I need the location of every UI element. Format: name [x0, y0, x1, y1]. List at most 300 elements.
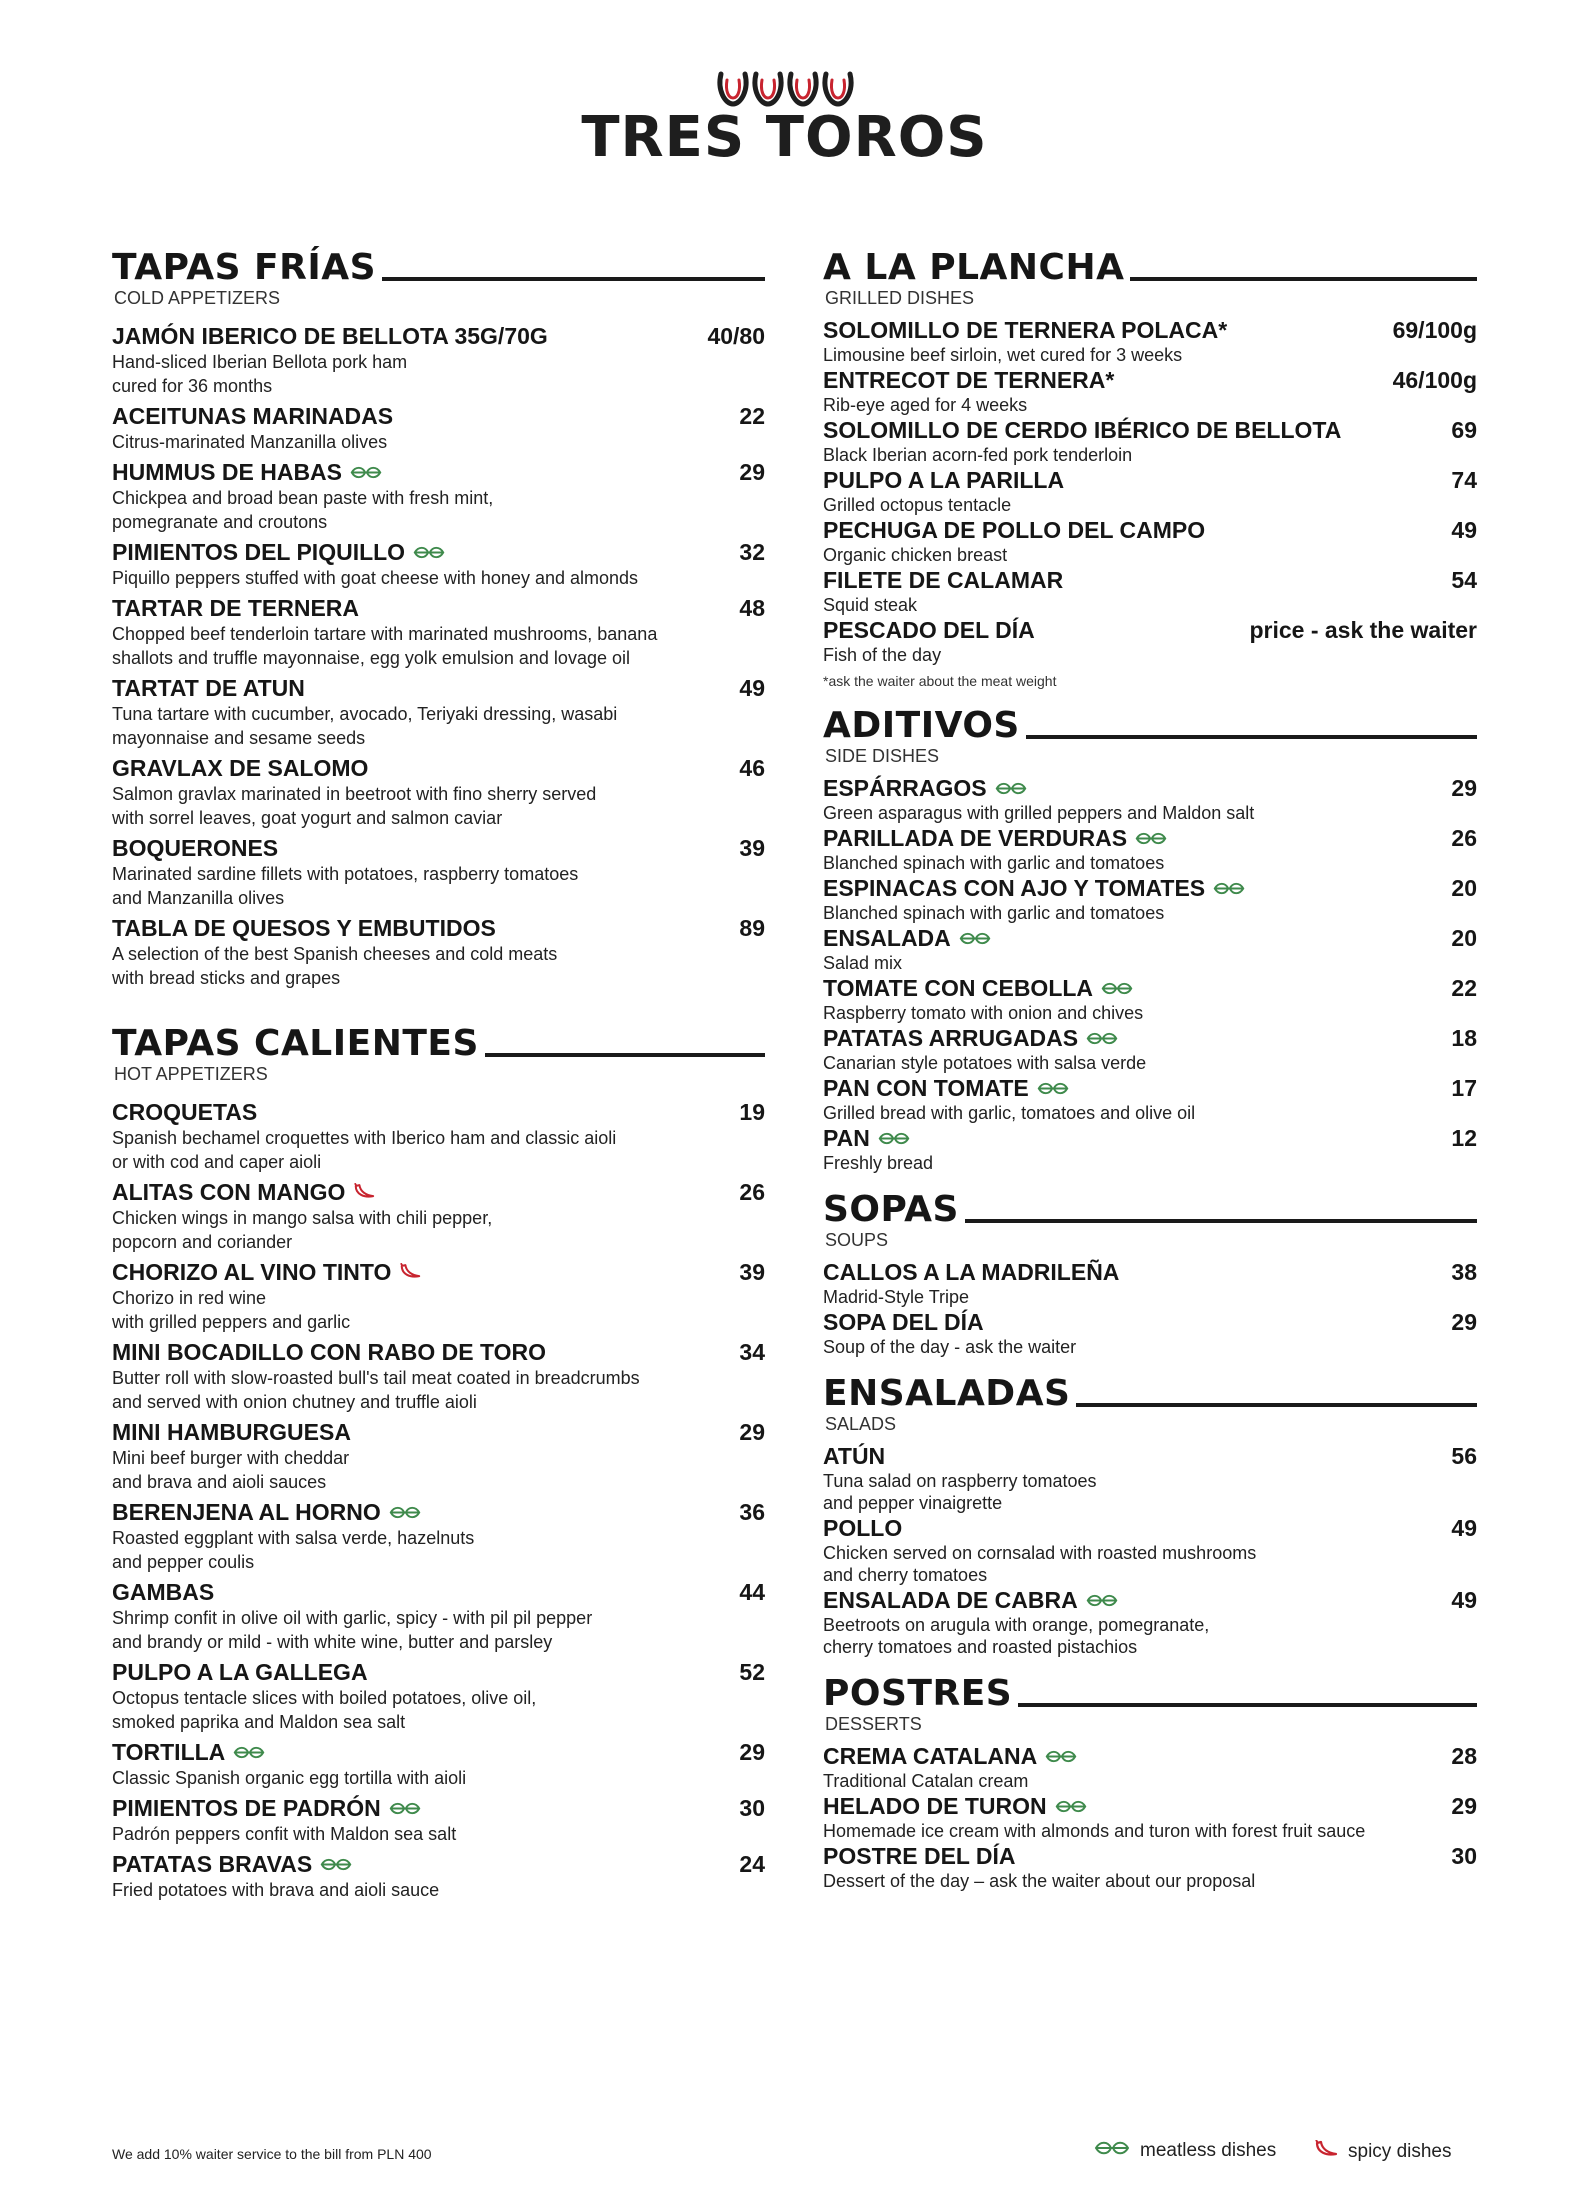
menu-item-price: 17 [1451, 1075, 1477, 1101]
section-title: TAPAS CALIENTES [112, 1023, 479, 1064]
menu-item-name [112, 754, 368, 782]
menu-item-description: Hand-sliced Iberian Bellota pork ham [112, 352, 408, 372]
menu-item-header [823, 1124, 1477, 1152]
menu-item-price: 38 [1451, 1259, 1477, 1285]
menu-item-name-text: PIMIENTOS DEL PIQUILLO [112, 539, 406, 565]
menu-item-name [112, 1338, 546, 1366]
menu-item-name [823, 1074, 1069, 1102]
menu-item-description: Grilled bread with garlic, tomatoes and olive oil [823, 1103, 1196, 1123]
menu-item-price: 29 [739, 1419, 765, 1445]
menu-item-description: and pepper coulis [112, 1552, 255, 1572]
menu-item-description: Madrid-Style Tripe [823, 1287, 970, 1307]
menu-item-price: 20 [1451, 925, 1477, 951]
section-subtitle: SALADS [825, 1414, 897, 1434]
section-title: POSTRES [823, 1673, 1013, 1714]
menu-item-name-text: TOMATE CON CEBOLLA [823, 975, 1094, 1001]
menu-item [823, 1258, 1477, 1308]
menu-item-name-text: FILETE DE CALAMAR [823, 567, 1064, 593]
menu-item [823, 1842, 1477, 1892]
menu-item-name [823, 774, 1027, 802]
legend-spicy [1314, 2140, 1452, 2164]
menu-item-price: 69/100g [1392, 317, 1477, 343]
menu-item-name [112, 1178, 375, 1206]
chili-icon [353, 1178, 375, 1206]
leaf-icon [1094, 2140, 1130, 2162]
menu-item-name-text: CROQUETAS [112, 1099, 258, 1125]
menu-item-description: and brava and aioli sauces [112, 1472, 327, 1492]
menu-item-header [112, 1498, 765, 1526]
menu-item [823, 874, 1477, 924]
menu-item-header [112, 1578, 765, 1606]
menu-item-header [112, 754, 765, 782]
menu-item-name-text: PULPO A LA PARILLA [823, 467, 1065, 493]
leaf-icon [350, 458, 382, 486]
menu-item-name-text: CHORIZO AL VINO TINTO [112, 1259, 392, 1285]
menu-item-header [823, 1742, 1477, 1770]
menu-item-price: 29 [1451, 1309, 1477, 1335]
section-title: SOPAS [823, 1189, 959, 1230]
menu-item-price: 26 [1451, 825, 1477, 851]
menu-item [112, 1098, 765, 1174]
menu-item-name [823, 1258, 1119, 1286]
menu-item [112, 1418, 765, 1494]
menu-item-price: 29 [1451, 1793, 1477, 1819]
leaf-icon [413, 538, 445, 566]
menu-item-header [112, 1658, 765, 1686]
menu-item-price: 29 [739, 1739, 765, 1765]
menu-item [112, 1794, 765, 1846]
section-header [112, 1024, 765, 1064]
menu-item-header [823, 366, 1477, 394]
menu-item-name-text: GRAVLAX DE SALOMO [112, 755, 369, 781]
menu-item [823, 1514, 1477, 1586]
menu-item-description: Piquillo peppers stuffed with goat cheese with honey and almonds [112, 568, 639, 588]
menu-item [823, 1586, 1477, 1658]
menu-item-description: Chorizo in red wine [112, 1288, 267, 1308]
menu-item-header [823, 316, 1477, 344]
menu-item-header [112, 1178, 765, 1206]
menu-item-header [112, 1794, 765, 1822]
menu-item-description: cherry tomatoes and roasted pistachios [823, 1637, 1138, 1657]
menu-item-price: 56 [1451, 1443, 1477, 1469]
menu-item-description: Salad mix [823, 953, 903, 973]
menu-item-header [823, 416, 1477, 444]
menu-item-name-text: CALLOS A LA MADRILEÑA [823, 1259, 1120, 1285]
menu-item-description: Black Iberian acorn-fed pork tenderloin [823, 445, 1133, 465]
menu-item-price: 39 [739, 1259, 765, 1285]
menu-item-header [823, 974, 1477, 1002]
menu-item-description: Blanched spinach with garlic and tomatoes [823, 853, 1165, 873]
menu-item [823, 516, 1477, 566]
menu-item-price: 52 [739, 1659, 765, 1685]
menu-item-description: with sorrel leaves, goat yogurt and salmon caviar [112, 808, 503, 828]
logo [0, 70, 1569, 170]
menu-item [112, 754, 765, 830]
menu-item-name-text: TARTAR DE TERNERA [112, 595, 360, 621]
menu-item-price: 29 [1451, 775, 1477, 801]
menu-item-price: 22 [739, 403, 765, 429]
menu-item-header [823, 1258, 1477, 1286]
section-subtitle: SIDE DISHES [825, 746, 940, 766]
menu-item-name [823, 516, 1205, 544]
menu-item [823, 466, 1477, 516]
menu-item-header [823, 616, 1477, 644]
menu-item-description: Squid steak [823, 595, 918, 615]
menu-item-description: Beetroots on arugula with orange, pomegranate, [823, 1615, 1210, 1635]
menu-item-name [112, 1418, 351, 1446]
menu-item-description: Chicken wings in mango salsa with chili pepper, [112, 1208, 493, 1228]
menu-item-description: Chopped beef tenderloin tartare with marinated mushrooms, banana [112, 624, 658, 644]
menu-item [112, 322, 765, 398]
menu-item-price: 44 [739, 1579, 765, 1605]
leaf-icon [1055, 1792, 1087, 1820]
menu-item-description: mayonnaise and sesame seeds [112, 728, 366, 748]
menu-item-name [112, 1098, 257, 1126]
section-header [823, 1374, 1477, 1414]
menu-item-name [112, 1498, 421, 1526]
leaf-icon [389, 1794, 421, 1822]
menu-item-description: with bread sticks and grapes [112, 968, 341, 988]
menu-item [112, 834, 765, 910]
menu-item-name-text: CREMA CATALANA [823, 1743, 1038, 1769]
menu-item-header [823, 1024, 1477, 1052]
section-divider [1026, 735, 1477, 739]
menu-item [112, 458, 765, 534]
menu-item-description: Marinated sardine fillets with potatoes, raspberry tomatoes [112, 864, 579, 884]
menu-item [112, 1498, 765, 1574]
menu-item-name-text: ENTRECOT DE TERNERA* [823, 367, 1115, 393]
menu-item-name-text: BERENJENA AL HORNO [112, 1499, 381, 1525]
section-note: *ask the waiter about the meat weight [823, 673, 1057, 689]
menu-item-price: 12 [1451, 1125, 1477, 1151]
legend-spicy-label: spicy dishes [1348, 2141, 1452, 2162]
menu-item-description: Fried potatoes with brava and aioli sauce [112, 1880, 440, 1900]
section-title: ENSALADAS [823, 1373, 1071, 1414]
menu-item-description: Fish of the day [823, 645, 942, 665]
menu-item-description: shallots and truffle mayonnaise, egg yolk emulsion and lovage oil [112, 648, 630, 668]
brand-name: TRES TOROS [581, 105, 988, 170]
menu-item [112, 1738, 765, 1790]
menu-item-name [823, 1586, 1118, 1614]
leaf-icon [389, 1498, 421, 1526]
menu-item-name [112, 1658, 368, 1686]
menu-item-name [112, 594, 359, 622]
menu-item-name-text: BOQUERONES [112, 835, 279, 861]
chili-icon [1314, 2140, 1338, 2164]
menu-item [823, 1024, 1477, 1074]
menu-item-name-text: ESPINACAS CON AJO Y TOMATES [823, 875, 1206, 901]
menu-item-price: 40/80 [707, 323, 765, 349]
menu-item-name [823, 1124, 910, 1152]
menu-item [823, 416, 1477, 466]
menu-item-description: popcorn and coriander [112, 1232, 293, 1252]
menu-item-name [823, 616, 1035, 644]
menu-item [112, 538, 765, 590]
menu-item-header [823, 874, 1477, 902]
menu-item-name-text: PIMIENTOS DE PADRÓN [112, 1795, 381, 1821]
menu-item-price: 24 [739, 1851, 765, 1877]
menu-item-description: and Manzanilla olives [112, 888, 285, 908]
menu-item-name [823, 366, 1114, 394]
leaf-icon [1101, 974, 1133, 1002]
menu-item-description: Freshly bread [823, 1153, 934, 1173]
section-a-la-plancha [823, 248, 1477, 690]
menu-item-description: Tuna salad on raspberry tomatoes [823, 1471, 1097, 1491]
menu-item-name [823, 1514, 902, 1542]
menu-item-price: 29 [739, 459, 765, 485]
menu-item-price: 34 [739, 1339, 765, 1365]
menu-item-description: Raspberry tomato with onion and chives [823, 1003, 1144, 1023]
section-header [823, 706, 1477, 746]
menu-item-description: Butter roll with slow-roasted bull's tail meat coated in breadcrumbs [112, 1368, 640, 1388]
menu-item-name-text: SOPA DEL DÍA [823, 1309, 984, 1335]
menu-item-description: Homemade ice cream with almonds and turon with forest fruit sauce [823, 1821, 1366, 1841]
menu-item-price: 32 [739, 539, 765, 565]
leaf-icon [233, 1738, 265, 1766]
menu-item-description: Rib-eye aged for 4 weeks [823, 395, 1028, 415]
bull-horns-icon [715, 70, 855, 110]
menu-item-name-text: SOLOMILLO DE TERNERA POLACA* [823, 317, 1228, 343]
menu-item-header [823, 824, 1477, 852]
menu-item-header [112, 674, 765, 702]
menu-item [823, 1308, 1477, 1358]
menu-item-price: 22 [1451, 975, 1477, 1001]
menu-item-price: 36 [739, 1499, 765, 1525]
menu-item-name [112, 1578, 214, 1606]
menu-item [823, 1742, 1477, 1792]
menu-item-name [112, 322, 548, 350]
menu-item-description: Chicken served on cornsalad with roasted mushrooms [823, 1543, 1257, 1563]
menu-item-description: Organic chicken breast [823, 545, 1008, 565]
menu-item-header [823, 1074, 1477, 1102]
menu-item-name-text: TARTAT DE ATUN [112, 675, 305, 701]
menu-item-name-text: PARILLADA DE VERDURAS [823, 825, 1128, 851]
leaf-icon [959, 924, 991, 952]
menu-item [823, 824, 1477, 874]
menu-item-header [112, 322, 765, 350]
menu-item-price: 89 [739, 915, 765, 941]
menu-item-price: 49 [1451, 1515, 1477, 1541]
menu-item-price: 18 [1451, 1025, 1477, 1051]
section-aditivos [823, 706, 1477, 1174]
menu-item-name-text: PAN [823, 1125, 870, 1151]
menu-item-name [823, 1842, 1016, 1870]
menu-item [112, 674, 765, 750]
menu-item-description: Citrus-marinated Manzanilla olives [112, 432, 388, 452]
menu-item-description: or with cod and caper aioli [112, 1152, 322, 1172]
menu-item-description: Canarian style potatoes with salsa verde [823, 1053, 1147, 1073]
leaf-icon [1037, 1074, 1069, 1102]
menu-item-price: 48 [739, 595, 765, 621]
menu-item-name-text: TORTILLA [112, 1739, 226, 1765]
menu-item-description: Classic Spanish organic egg tortilla with aioli [112, 1768, 467, 1788]
legend-meatless-label: meatless dishes [1140, 2140, 1277, 2161]
menu-item-description: Salmon gravlax marinated in beetroot with fino sherry served [112, 784, 597, 804]
menu-item-description: Green asparagus with grilled peppers and Maldon salt [823, 803, 1255, 823]
menu-item-description: Chickpea and broad bean paste with fresh mint, [112, 488, 494, 508]
menu-item-price: 28 [1451, 1743, 1477, 1769]
section-subtitle: GRILLED DISHES [825, 288, 975, 308]
menu-item-name [112, 674, 305, 702]
menu-item-name [112, 402, 393, 430]
section-subtitle: SOUPS [825, 1230, 889, 1250]
section-divider [1130, 277, 1477, 281]
menu-item [823, 924, 1477, 974]
menu-item-name-text: GAMBAS [112, 1579, 215, 1605]
menu-item-header [823, 466, 1477, 494]
menu-item [112, 1578, 765, 1654]
menu-item-description: Octopus tentacle slices with boiled potatoes, olive oil, [112, 1688, 537, 1708]
menu-item-price: price - ask the waiter [1249, 617, 1477, 643]
menu-item-description: and served with onion chutney and truffle aioli [112, 1392, 477, 1412]
menu-item-name-text: PAN CON TOMATE [823, 1075, 1029, 1101]
menu-item-description: pomegranate and croutons [112, 512, 328, 532]
menu-item-header [112, 538, 765, 566]
menu-item-price: 69 [1451, 417, 1477, 443]
menu-item [112, 1850, 765, 1902]
section-divider [382, 277, 765, 281]
section-divider [485, 1053, 765, 1057]
menu-item-name-text: ESPÁRRAGOS [823, 775, 987, 801]
menu-item [823, 774, 1477, 824]
menu-item-name [112, 538, 445, 566]
section-subtitle: DESSERTS [825, 1714, 922, 1734]
menu-item [823, 316, 1477, 366]
menu-item-price: 46/100g [1392, 367, 1477, 393]
menu-item-header [112, 458, 765, 486]
menu-item-description: Spanish bechamel croquettes with Iberico ham and classic aioli [112, 1128, 617, 1148]
section-tapas-frias [112, 248, 765, 990]
section-sopas [823, 1190, 1477, 1358]
menu-item-price: 19 [739, 1099, 765, 1125]
section-header [823, 248, 1477, 288]
menu-item-price: 49 [1451, 1587, 1477, 1613]
menu-item-description: Blanched spinach with garlic and tomatoes [823, 903, 1165, 923]
section-tapas-calientes [112, 1024, 765, 1902]
menu-item-name [823, 974, 1133, 1002]
menu-item [823, 616, 1477, 666]
leaf-icon [1135, 824, 1167, 852]
menu-item [112, 1338, 765, 1414]
menu-item-description: with grilled peppers and garlic [112, 1312, 351, 1332]
menu-item [823, 566, 1477, 616]
leaf-icon [1213, 874, 1245, 902]
menu-item-header [112, 594, 765, 622]
leaf-icon [1045, 1742, 1077, 1770]
menu-column-right [823, 248, 1477, 1892]
section-subtitle: COLD APPETIZERS [114, 288, 281, 308]
menu-item [823, 1124, 1477, 1174]
service-note: We add 10% waiter service to the bill from PLN 400 [112, 2146, 432, 2162]
section-title: TAPAS FRÍAS [112, 247, 377, 288]
menu-item-name [823, 566, 1063, 594]
menu-item-name [823, 1308, 984, 1336]
menu-item-price: 39 [739, 835, 765, 861]
menu-item-description: cured for 36 months [112, 376, 273, 396]
menu-item-name [823, 416, 1341, 444]
menu-item-name [112, 1738, 265, 1766]
menu-item-description: Roasted eggplant with salsa verde, hazelnuts [112, 1528, 475, 1548]
menu-item-name-text: ENSALADA DE CABRA [823, 1587, 1078, 1613]
menu-item-name-text: ALITAS CON MANGO [112, 1179, 346, 1205]
menu-item [823, 1442, 1477, 1514]
menu-item-name [823, 824, 1167, 852]
menu-item-price: 30 [739, 1795, 765, 1821]
menu-item-name-text: ATÚN [823, 1443, 886, 1469]
menu-item-name-text: PESCADO DEL DÍA [823, 617, 1035, 643]
leaf-icon [995, 774, 1027, 802]
menu-item [823, 1074, 1477, 1124]
menu-item-description: Grilled octopus tentacle [823, 495, 1012, 515]
menu-item-price: 54 [1451, 567, 1477, 593]
menu-item-header [823, 1514, 1477, 1542]
menu-item-header [112, 1338, 765, 1366]
menu-item-price: 74 [1451, 467, 1477, 493]
menu-item-description: Limousine beef sirloin, wet cured for 3 weeks [823, 345, 1183, 365]
menu-item-name [112, 834, 278, 862]
menu-item-name [823, 1742, 1077, 1770]
menu-item-description: Traditional Catalan cream [823, 1771, 1029, 1791]
menu-item-name [823, 874, 1245, 902]
menu-item-description: and pepper vinaigrette [823, 1493, 1003, 1513]
menu-item-name-text: PULPO A LA GALLEGA [112, 1659, 368, 1685]
menu-item [823, 974, 1477, 1024]
menu-item [112, 1258, 765, 1334]
menu-item-name [823, 1792, 1087, 1820]
menu-item-header [823, 1308, 1477, 1336]
menu-item-description: Mini beef burger with cheddar [112, 1448, 350, 1468]
menu-item-name [823, 924, 991, 952]
section-header [823, 1190, 1477, 1230]
menu-item-price: 46 [739, 755, 765, 781]
legend-meatless [1094, 2140, 1276, 2162]
menu-item-name [112, 1258, 421, 1286]
menu-item-name [112, 1850, 352, 1878]
menu-item-header [112, 914, 765, 942]
menu-item-header [112, 1418, 765, 1446]
menu-item-header [112, 402, 765, 430]
section-divider [1076, 1403, 1477, 1407]
menu-item-name [823, 1024, 1118, 1052]
menu-item-name-text: TABLA DE QUESOS Y EMBUTIDOS [112, 915, 496, 941]
menu-item-name [112, 1794, 421, 1822]
menu-item-description: and cherry tomatoes [823, 1565, 988, 1585]
section-header [823, 1674, 1477, 1714]
menu-item [112, 594, 765, 670]
menu-item-name-text: PECHUGA DE POLLO DEL CAMPO [823, 517, 1206, 543]
menu-item-header [112, 1098, 765, 1126]
menu-item-header [823, 774, 1477, 802]
menu-item-header [823, 1792, 1477, 1820]
menu-item-name-text: ACEITUNAS MARINADAS [112, 403, 394, 429]
menu-item-header [112, 1850, 765, 1878]
section-title: A LA PLANCHA [823, 247, 1125, 288]
menu-item-name [112, 458, 382, 486]
menu-item-price: 30 [1451, 1843, 1477, 1869]
menu-item-header [823, 1842, 1477, 1870]
menu-item-name-text: MINI BOCADILLO CON RABO DE TORO [112, 1339, 547, 1365]
menu-item-header [823, 1442, 1477, 1470]
menu-item-name-text: ENSALADA [823, 925, 951, 951]
section-title: ADITIVOS [823, 705, 1020, 746]
chili-icon [399, 1258, 421, 1286]
section-subtitle: HOT APPETIZERS [114, 1064, 268, 1084]
menu-item-description: and brandy or mild - with white wine, butter and parsley [112, 1632, 553, 1652]
menu-item-description: Tuna tartare with cucumber, avocado, Teriyaki dressing, wasabi [112, 704, 618, 724]
section-header [112, 248, 765, 288]
section-divider [1018, 1703, 1477, 1707]
menu-item-description: Soup of the day - ask the waiter [823, 1337, 1077, 1357]
